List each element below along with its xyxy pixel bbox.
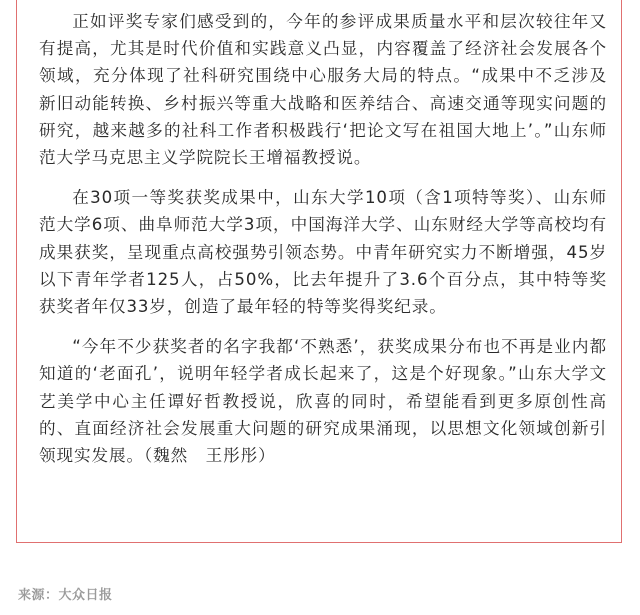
article-paragraph: 正如评奖专家们感受到的，今年的参评成果质量水平和层次较往年又有提高，尤其是时代价值和实践意义凸显，内容覆盖了经济社会发展各个领域，充分体现了社科研究围绕中心服务大局的特点。“成果中不乏涉及新旧动能转换、乡村振兴等重大战略和医养结合、高速交通等现实问题的研究，越来越多的社科工作者积极践行‘把论文写在祖国大地上’。”山东师范大学马克思主义学院院长王增福教授说。	[39, 12, 607, 168]
source-credit: 来源：大众日报	[18, 588, 113, 603]
article-paragraph: 在30项一等奖获奖成果中，山东大学10项（含1项特等奖）、山东师范大学6项、曲阜师范大学3项，中国海洋大学、山东财经大学等高校均有成果获奖，呈现重点高校强势引领态势。中青年研究实力不断增强，45岁以下青年学者125人，占50%，比去年提升了3.6个百分点，其中特等奖获奖者年仅33岁，创造了最年轻的特等奖得奖纪录。	[39, 188, 607, 317]
article-box	[16, 0, 622, 543]
article-paragraph: “今年不少获奖者的名字我都‘不熟悉’，获奖成果分布也不再是业内都知道的‘老面孔’，说明年轻学者成长起来了，这是个好现象。”山东大学文艺美学中心主任谭好哲教授说，欣喜的同时，希望能看到更多原创性高的、直面经济社会发展重大问题的研究成果涌现，以思想文化领域创新引领现实发展。（魏然 王彤彤）	[39, 337, 607, 466]
